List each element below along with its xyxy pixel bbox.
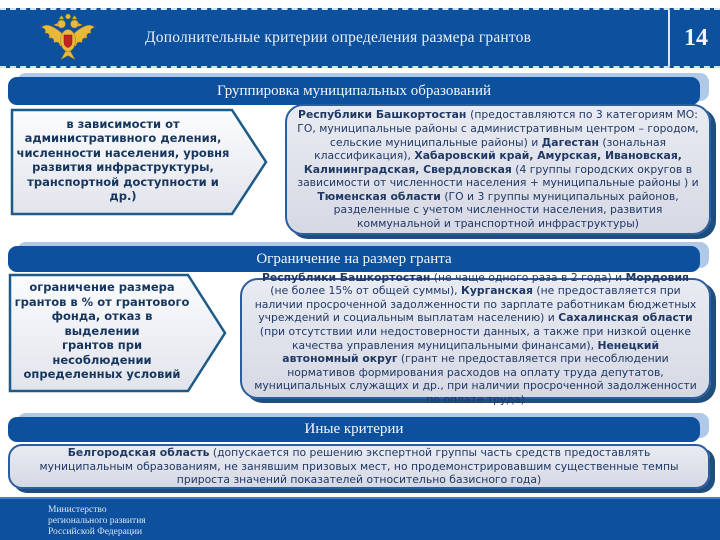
russia-coat-of-arms-icon (22, 13, 114, 63)
section-banner-grouping-label: Группировка муниципальных образований (216, 82, 491, 99)
detail-panel-grouping-text: Республики Башкортостан (предоставляются по 3 категориям МО: ГО, муниципальные районы с административным центром – городом, сельские муниципальные районы) и Дагестан (зональная классификация), Хабаровский край, Амурская, Ивановская, Калининградская, Свердловская (4 группы городских округов в зависимости от численности населения + муниципальные районы ) и Тюменская области (ГО и 3 группы муниципальных районов, разделенные с учетом численности населения, развития коммунальной и транспортной инфраструктуры) (297, 108, 699, 231)
arrow-callout-grouping (10, 108, 268, 216)
header-separator (668, 10, 670, 66)
section-banner-size-limit-label: Ограничение на размер гранта (256, 250, 452, 267)
slide-header (0, 8, 720, 68)
detail-panel-grouping (285, 104, 711, 235)
section-banner-grouping (8, 77, 700, 105)
arrow-callout-size-limit (8, 273, 228, 393)
detail-panel-size-limit (240, 270, 711, 406)
slide-footer (0, 497, 720, 540)
detail-panel-size-limit-text: Республики Башкортостан (не чаще одного раза в 2 года) и Мордовия (не более 15% от общей суммы), Курганская (не предоставляется при наличии просроченной задолженности по зарплате работникам бюджетных учреждений и социальным выплатам населению) и Сахалинская области (при отсутствии или недостоверности данных, а также при низкой оценке качества управления муниципальными финансами), Ненецкий автономный округ (грант не предоставляется при несоблюдении нормативов формирования расходов на оплату труда депутатов, муниципальных служащих и др., при наличии просроченной задолженности по оплате труда) (254, 270, 697, 406)
page-number: 14 (684, 24, 708, 51)
detail-panel-other-text: Белгородская область (допускается по решению экспертной группы часть средств предоставлять муниципальным образованиям, не занявшим призовых мест, но продемонстрировавшим существенные темпы прироста значений показателей относительно базисного года) (39, 446, 679, 487)
slide-title: Дополнительные критерии определения размера грантов (145, 29, 532, 46)
section-banner-other-label: Иные критерии (304, 421, 404, 437)
section-banner-size-limit (8, 246, 700, 272)
ministry-name: Министерство регионального развития Российской Федерации (48, 505, 146, 537)
arrow-callout-size-limit-label: ограничение размера грантов в % от грантового фонда, отказ в выделении грантов при несоблюдении определенных условий (14, 280, 190, 382)
section-banner-other (8, 417, 700, 442)
detail-panel-other (8, 444, 710, 489)
arrow-callout-grouping-label: в зависимости от административного деления, численности населения, уровня развития инфраструктуры, транспортной доступности и др.) (16, 116, 230, 203)
